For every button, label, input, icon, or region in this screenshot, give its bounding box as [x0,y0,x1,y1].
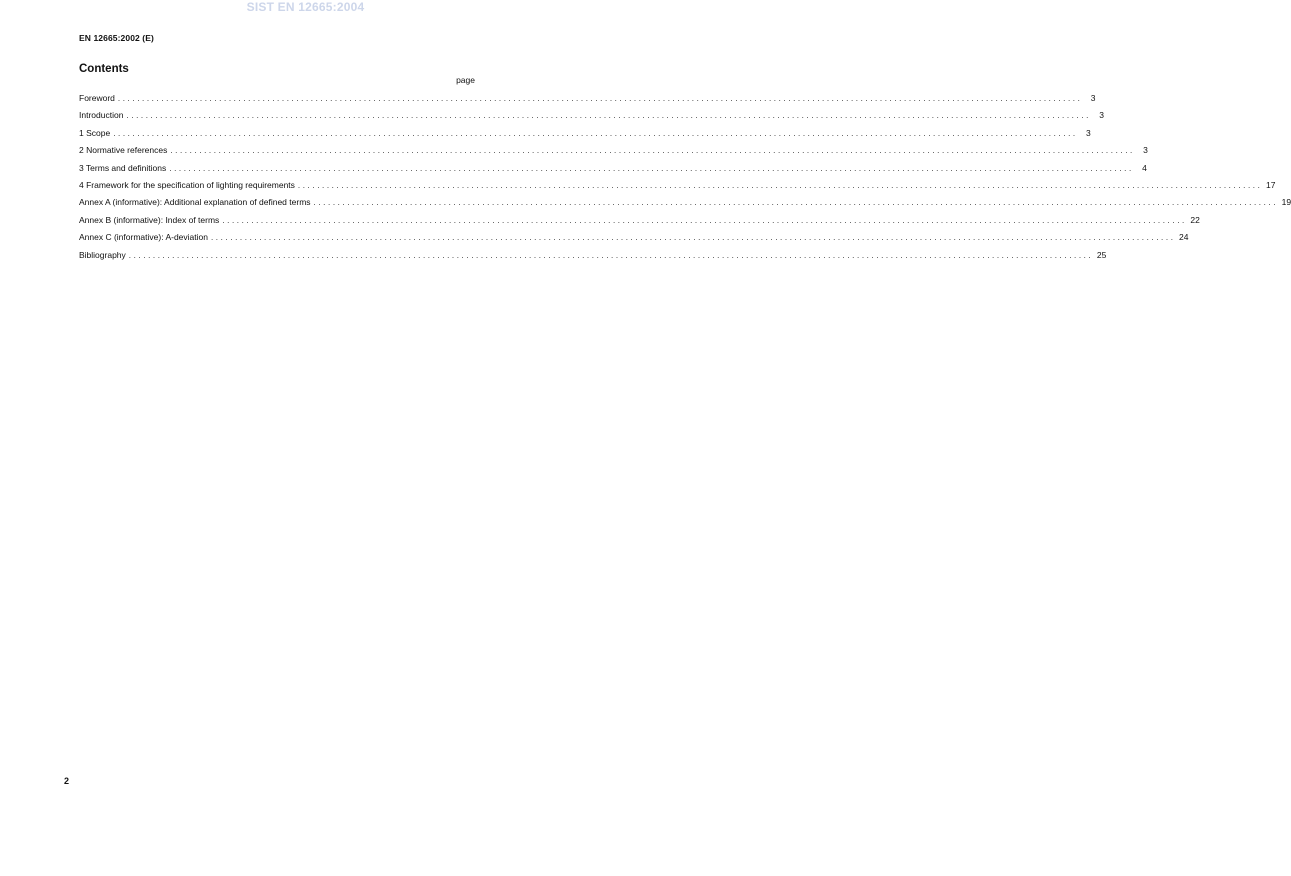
toc-leader-dots: ........................................................................................................................................................................................................ [297,180,1263,190]
toc-entry-label: 1 Scope [79,127,111,138]
toc-entry-label: 2 Normative references [79,145,168,156]
toc-entry-label: Bibliography [79,249,126,260]
toc-entry-annex-c[interactable] [79,229,1189,246]
toc-entry-page: 3 [1090,93,1096,103]
toc-entry-bibliography[interactable] [79,247,1107,264]
toc-entry-label: Annex A (informative): Additional explanation of defined terms [79,197,311,208]
toc-leader-dots: ........................................................................................................................................................................................................ [126,111,1091,121]
toc-leader-dots: ........................................................................................................................................................................................................ [222,215,1187,225]
toc-entry-introduction[interactable] [79,107,1104,124]
toc-entry-foreword[interactable] [79,90,1096,107]
toc-entry-page: 24 [1179,232,1189,243]
toc-leader-dots: ........................................................................................................................................................................................................ [169,163,1134,173]
toc-leader-dots: ........................................................................................................................................................................................................ [117,94,1083,103]
toc-entry-label: Annex C (informative): A-deviation [79,232,208,243]
toc-leader-dots: ........................................................................................................................................................................................................ [128,250,1094,260]
toc-entry-page: 3 [1099,110,1104,121]
toc-entry-page: 4 [1142,162,1147,173]
page-number: 2 [64,776,70,786]
toc-entry-label: 3 Terms and definitions [79,162,167,173]
toc-leader-dots: ........................................................................................................................................................................................................ [313,198,1279,208]
contents-title: Contents [79,63,129,75]
toc-entry-label: Foreword [79,93,115,103]
toc-entry-page: 19 [1281,197,1291,208]
document-id: EN 12665:2002 (E) [79,33,154,43]
toc-entry-label: 4 Framework for the specification of lighting requirements [79,179,295,190]
table-of-contents [79,90,1291,264]
toc-entry-label: Introduction [79,110,124,121]
toc-leader-dots: ........................................................................................................................................................................................................ [210,233,1176,243]
toc-entry-page: 22 [1190,214,1200,225]
page-column-label: page [456,75,475,85]
toc-entry-page: 25 [1096,249,1107,260]
toc-entry-scope[interactable] [79,125,1091,142]
toc-entry-page: 3 [1143,145,1148,156]
toc-entry-page: 17 [1265,179,1276,190]
toc-entry-annex-b[interactable] [79,212,1200,229]
toc-leader-dots: ........................................................................................................................................................................................................ [113,128,1078,138]
toc-entry-normative-references[interactable] [79,142,1148,159]
watermark: SIST EN 12665:2004 [246,0,365,14]
toc-leader-dots: ........................................................................................................................................................................................................ [170,146,1135,156]
toc-entry-framework[interactable] [79,177,1276,194]
toc-entry-page: 3 [1086,127,1091,138]
toc-entry-annex-a[interactable] [79,194,1291,211]
toc-entry-label: Annex B (informative): Index of terms [79,214,220,225]
toc-entry-terms-and-definitions[interactable] [79,160,1147,177]
